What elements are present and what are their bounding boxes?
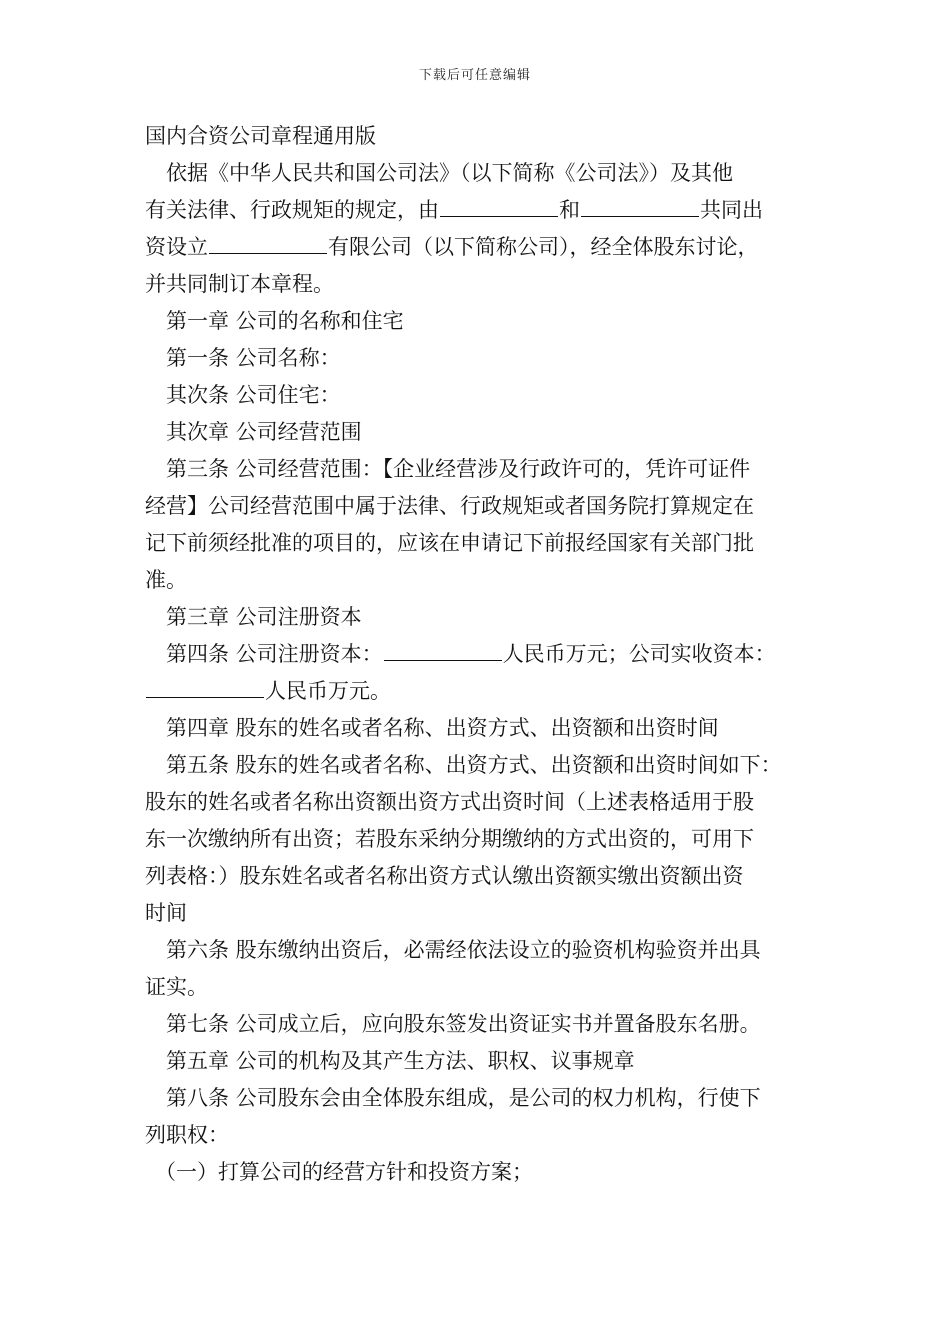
document-title: 国内合资公司章程通用版 xyxy=(145,124,376,148)
article-5-line-3: 东一次缴纳所有出资；若股东采纳分期缴纳的方式出资的，可用下 xyxy=(145,827,754,851)
article-3-line-4: 准。 xyxy=(145,568,187,592)
article-4-text: 人民币万元。 xyxy=(265,679,391,703)
article-4-line-1 xyxy=(145,636,810,673)
document-body xyxy=(145,118,810,1191)
page-header: 下载后可任意编辑 xyxy=(418,68,531,83)
article-3-line-3: 记下前须经批准的项目的，应该在申请记下前报经国家有关部门批 xyxy=(145,531,754,555)
preamble-line-1: 依据《中华人民共和国公司法》（以下简称《公司法》）及其他 xyxy=(166,161,733,185)
article-3-line-1: 第三条 公司经营范围：【企业经营涉及行政许可的，凭许可证件 xyxy=(166,457,751,481)
article-4-line-2 xyxy=(145,673,810,710)
article-5-line-2: 股东的姓名或者名称出资额出资方式出资时间（上述表格适用于股 xyxy=(145,790,754,814)
blank-field xyxy=(440,196,558,217)
article-2: 其次条 公司住宅： xyxy=(166,383,341,407)
article-7: 第七条 公司成立后，应向股东签发出资证实书并置备股东名册。 xyxy=(166,1012,761,1036)
preamble-text: 共同出 xyxy=(700,198,763,222)
preamble-text: 和 xyxy=(559,198,580,222)
chapter-1-heading: 第一章 公司的名称和住宅 xyxy=(166,309,404,333)
article-8-line-1: 第八条 公司股东会由全体股东组成，是公司的权力机构，行使下 xyxy=(166,1086,761,1110)
preamble-text: 资设立 xyxy=(145,235,208,259)
article-8-line-2: 列职权： xyxy=(145,1123,229,1147)
article-4-text: 人民币万元；公司实收资本： xyxy=(502,642,776,666)
chapter-4-heading: 第四章 股东的姓名或者名称、出资方式、出资额和出资时间 xyxy=(166,716,719,740)
article-5-line-1: 第五条 股东的姓名或者名称、出资方式、出资额和出资时间如下： xyxy=(166,753,782,777)
blank-field xyxy=(146,677,264,698)
preamble-line-4: 并共同制订本章程。 xyxy=(145,272,334,296)
chapter-5-heading: 第五章 公司的机构及其产生方法、职权、议事规章 xyxy=(166,1049,635,1073)
preamble-line-3 xyxy=(145,229,810,266)
preamble-line-2 xyxy=(145,192,810,229)
article-5-line-4: 列表格：）股东姓名或者名称出资方式认缴出资额实缴出资额出资 xyxy=(145,864,744,888)
chapter-2-heading: 其次章 公司经营范围 xyxy=(166,420,362,444)
preamble-text: 有关法律、行政规矩的规定，由 xyxy=(145,198,439,222)
list-item-1: （一）打算公司的经营方针和投资方案； xyxy=(155,1160,533,1184)
article-4-text: 第四条 公司注册资本： xyxy=(166,642,383,666)
article-6-line-1: 第六条 股东缴纳出资后，必需经依法设立的验资机构验资并出具 xyxy=(166,938,761,962)
blank-field xyxy=(581,196,699,217)
chapter-3-heading: 第三章 公司注册资本 xyxy=(166,605,362,629)
article-3-line-2: 经营】公司经营范围中属于法律、行政规矩或者国务院打算规定在 xyxy=(145,494,754,518)
article-1: 第一条 公司名称： xyxy=(166,346,341,370)
article-5-line-5: 时间 xyxy=(145,901,187,925)
blank-field xyxy=(209,233,327,254)
blank-field xyxy=(384,640,502,661)
article-6-line-2: 证实。 xyxy=(145,975,208,999)
preamble-text: 有限公司（以下简称公司），经全体股东讨论， xyxy=(328,235,759,259)
